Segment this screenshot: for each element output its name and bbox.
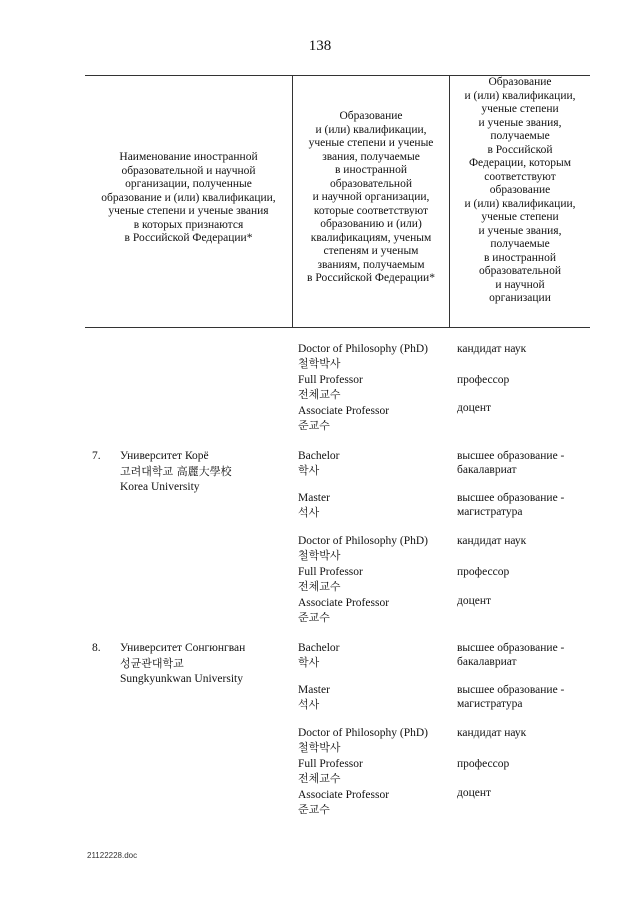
degree-en: Associate Professor bbox=[298, 597, 390, 609]
org-name-en: Sungkyunkwan University bbox=[120, 673, 243, 685]
row-number: 7. bbox=[92, 450, 101, 462]
header-col-foreign-degree: Образование и (или) квалификации, ученые степени и ученые звания, получаемые в иностранной образовательной и научной организации, которые соответствуют образованию и (или) квалификациям, ученым степеням и ученым званиям, получаемым в Российской Федерации* bbox=[307, 110, 435, 284]
degree-ru-2: магистратура bbox=[457, 506, 523, 518]
degree-ko: 준교수 bbox=[298, 803, 330, 816]
degree-ru: высшее образование - bbox=[457, 450, 565, 462]
degree-ru: высшее образование - bbox=[457, 492, 565, 504]
degree-en: Doctor of Philosophy (PhD) bbox=[298, 727, 429, 739]
org-name-ko: 고려대학교 高麗大學校 bbox=[120, 465, 232, 478]
degree-en: Master bbox=[298, 684, 330, 696]
degree-ko: 철학박사 bbox=[298, 549, 341, 562]
degree-ko: 철학박사 bbox=[298, 741, 341, 754]
degree-ko: 준교수 bbox=[298, 611, 330, 624]
degree-ru: доцент bbox=[457, 787, 492, 799]
degree-ru: кандидат наук bbox=[457, 727, 527, 739]
degree-ru-2: магистратура bbox=[457, 698, 523, 710]
org-name-en: Korea University bbox=[120, 481, 200, 493]
degree-ko: 전체교수 bbox=[298, 772, 341, 785]
degree-ru: профессор bbox=[457, 374, 510, 386]
page-number: 138 bbox=[308, 38, 332, 54]
degree-en: Doctor of Philosophy (PhD) bbox=[298, 535, 429, 547]
degree-ko: 전체교수 bbox=[298, 580, 341, 593]
org-name-ru: Университет Сонгюнгван bbox=[120, 642, 246, 654]
degree-ko: 석사 bbox=[298, 506, 320, 519]
header-col-organization: Наименование иностранной образовательной и научной организации, полученные образование и (или) квалификации, ученые степени и ученые звания в которых признаются в Российской Федерации* bbox=[101, 151, 276, 244]
degree-en: Associate Professor bbox=[298, 405, 390, 417]
header-bottom-rule bbox=[85, 327, 590, 328]
degree-ru: высшее образование - bbox=[457, 642, 565, 654]
degree-ru: доцент bbox=[457, 402, 492, 414]
degree-ru-2: бакалавриат bbox=[457, 464, 517, 476]
degree-ko: 학사 bbox=[298, 464, 320, 477]
degree-en: Full Professor bbox=[298, 566, 363, 578]
org-name-ko: 성균관대학교 bbox=[120, 657, 184, 670]
degree-ru: профессор bbox=[457, 758, 510, 770]
degree-ko: 준교수 bbox=[298, 419, 330, 432]
degree-en: Full Professor bbox=[298, 758, 363, 770]
degree-ko: 석사 bbox=[298, 698, 320, 711]
degree-en: Full Professor bbox=[298, 374, 363, 386]
degree-ru: доцент bbox=[457, 595, 492, 607]
degree-ru: кандидат наук bbox=[457, 343, 527, 355]
degree-ko: 학사 bbox=[298, 656, 320, 669]
degree-en: Bachelor bbox=[298, 450, 340, 462]
degree-ru: кандидат наук bbox=[457, 535, 527, 547]
degree-en: Bachelor bbox=[298, 642, 340, 654]
degree-ru-2: бакалавриат bbox=[457, 656, 517, 668]
degree-ko: 전체교수 bbox=[298, 388, 341, 401]
degree-en: Doctor of Philosophy (PhD) bbox=[298, 343, 429, 355]
org-name-ru: Университет Корё bbox=[120, 450, 209, 462]
row-number: 8. bbox=[92, 642, 101, 654]
degree-ru: высшее образование - bbox=[457, 684, 565, 696]
degree-en: Associate Professor bbox=[298, 789, 390, 801]
header-col-russian-equivalent: Образование и (или) квалификации, ученые степени и ученые звания, получаемые в Российской Федерации, которым соответствуют образование и (или) квалификации, ученые степени и ученые звания, получаемые в иностранной образовательной и научной организации bbox=[464, 76, 576, 304]
degree-en: Master bbox=[298, 492, 330, 504]
degree-ko: 철학박사 bbox=[298, 357, 341, 370]
degree-ru: профессор bbox=[457, 566, 510, 578]
document-filename: 21122228.doc bbox=[87, 851, 138, 860]
